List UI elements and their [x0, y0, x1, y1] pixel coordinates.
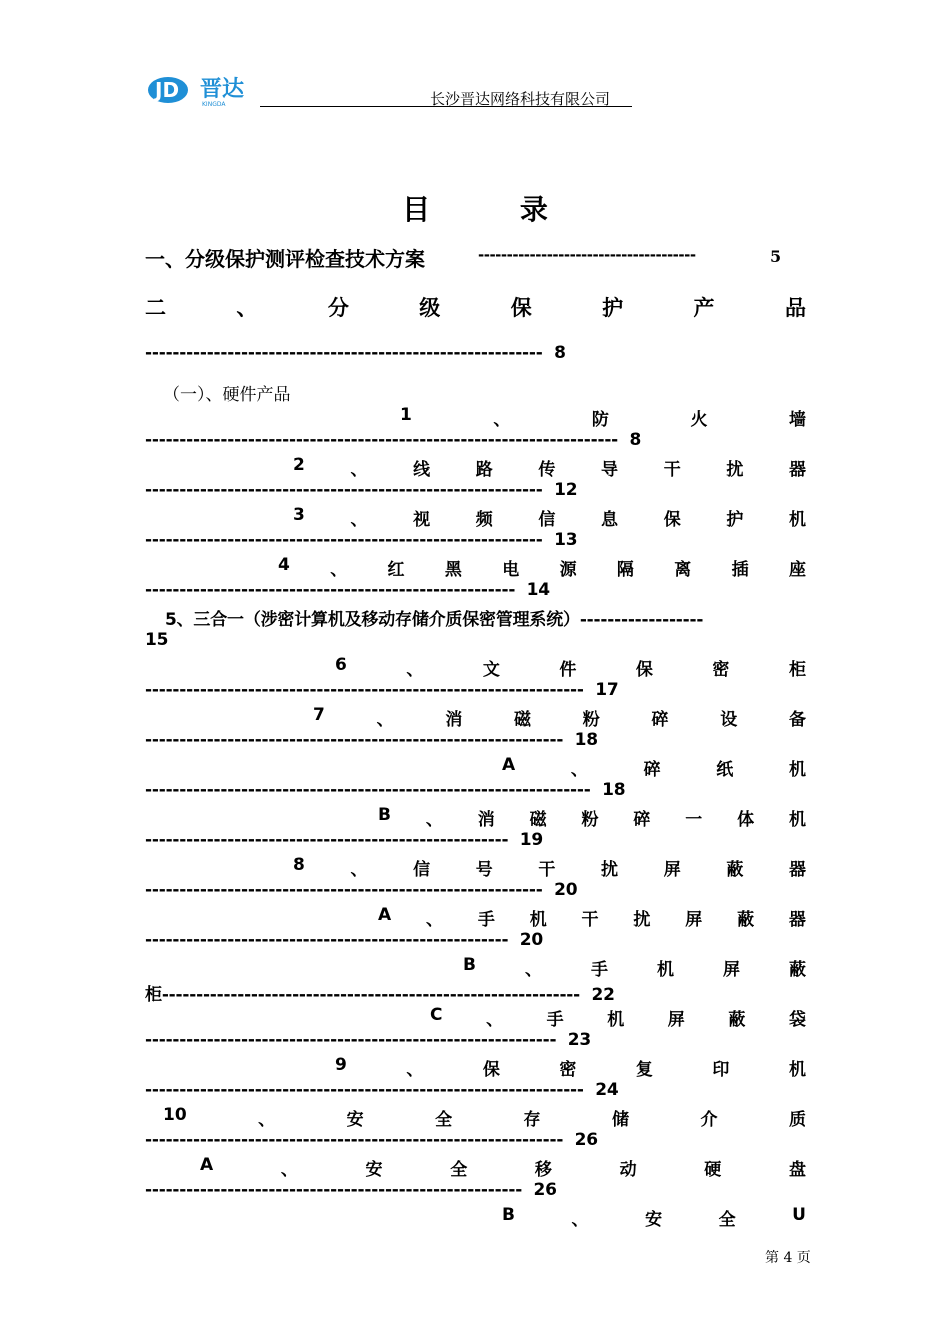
- toc-section-1-leader: --------------------------------------: [478, 246, 696, 264]
- toc-section-2-leader: ---------------------------------------------------------- 8: [145, 343, 566, 363]
- toc-char: 蔽: [788, 960, 806, 980]
- toc-item-5-page: 15: [145, 630, 169, 650]
- toc-char: 安: [346, 1110, 364, 1130]
- toc-char: 消: [477, 810, 495, 830]
- toc-char: 蔽: [726, 860, 744, 880]
- toc-char: 、: [236, 295, 258, 320]
- toc-char: 源: [559, 560, 577, 580]
- toc-char: 级: [419, 295, 441, 320]
- toc-char: 复: [635, 1060, 653, 1080]
- header-rule: [260, 106, 632, 107]
- toc-char: 频: [475, 510, 493, 530]
- toc-item-7[interactable]: [313, 705, 806, 730]
- toc-char: 器: [788, 860, 806, 880]
- toc-char: 4: [278, 555, 290, 575]
- toc-char: C: [430, 1005, 443, 1025]
- toc-char: 、: [425, 810, 443, 830]
- toc-char: B: [378, 805, 391, 825]
- toc-char: 路: [475, 460, 493, 480]
- toc-char: 粉: [582, 710, 600, 730]
- toc-char: 消: [445, 710, 463, 730]
- toc-char: 黑: [444, 560, 462, 580]
- toc-char: 、: [406, 1060, 424, 1080]
- toc-char: 、: [486, 1010, 504, 1030]
- toc-char: 手: [477, 910, 495, 930]
- toc-char: 8: [293, 855, 305, 875]
- toc-char: 保: [482, 1060, 500, 1080]
- toc-char: 插: [731, 560, 749, 580]
- toc-char: 、: [350, 510, 368, 530]
- toc-char: 、: [280, 1160, 298, 1180]
- toc-item-8-leader: ---------------------------------------------------------- 20: [145, 880, 578, 900]
- toc-char: 全: [435, 1110, 453, 1130]
- toc-char: 蔽: [728, 1010, 746, 1030]
- toc-char: 碎: [651, 710, 669, 730]
- toc-item-7b-leader: ----------------------------------------------------- 19: [145, 830, 544, 850]
- toc-item-8a[interactable]: [378, 905, 806, 930]
- toc-item-6-leader: ---------------------------------------------------------------- 17: [145, 680, 619, 700]
- toc-char: 火: [690, 410, 708, 430]
- toc-section-2-page: 8: [554, 343, 566, 363]
- toc-char: 号: [475, 860, 493, 880]
- toc-char: 密: [559, 1060, 577, 1080]
- toc-char: 器: [788, 460, 806, 480]
- toc-char: 器: [788, 910, 806, 930]
- toc-char: 扰: [726, 460, 744, 480]
- toc-char: 产: [693, 295, 715, 320]
- page-title: 目 录: [402, 193, 588, 226]
- toc-char: 、: [406, 660, 424, 680]
- toc-char: 护: [602, 295, 624, 320]
- toc-char: 座: [788, 560, 806, 580]
- toc-char: 、: [330, 560, 348, 580]
- toc-char: 袋: [788, 1010, 806, 1030]
- toc-char: 手: [590, 960, 608, 980]
- toc-char: U: [792, 1205, 806, 1225]
- toc-section-1-page: 5: [770, 247, 782, 266]
- toc-char: 介: [700, 1110, 718, 1130]
- toc-char: 、: [350, 460, 368, 480]
- toc-item-7b[interactable]: [378, 805, 806, 830]
- toc-char: 机: [788, 1060, 806, 1080]
- toc-section-2-label[interactable]: [145, 292, 806, 322]
- toc-item-9[interactable]: [335, 1055, 806, 1080]
- toc-char: 机: [788, 810, 806, 830]
- toc-item-6[interactable]: [335, 655, 806, 680]
- toc-char: 息: [601, 510, 619, 530]
- toc-char: 1: [400, 405, 412, 425]
- toc-char: A: [378, 905, 392, 925]
- toc-char: 7: [313, 705, 325, 725]
- toc-item-1[interactable]: [400, 405, 806, 430]
- toc-char: 分: [327, 295, 349, 320]
- toc-char: 粉: [581, 810, 599, 830]
- header-company-name: 长沙晋达网络科技有限公司: [430, 90, 611, 108]
- toc-char: 扰: [601, 860, 619, 880]
- toc-char: 移: [534, 1160, 552, 1180]
- toc-item-10a-leader: ------------------------------------------------------- 26: [145, 1180, 557, 1200]
- toc-char: 质: [788, 1110, 806, 1130]
- toc-section-1-label[interactable]: 一、分级保护测评检查技术方案: [145, 247, 425, 271]
- toc-char: 干: [663, 460, 681, 480]
- toc-char: 导: [601, 460, 619, 480]
- toc-char: 柜: [788, 660, 806, 680]
- toc-char: 盘: [788, 1160, 806, 1180]
- toc-char: 扰: [633, 910, 651, 930]
- toc-char: 干: [581, 910, 599, 930]
- toc-char: 手: [546, 1010, 564, 1030]
- toc-item-4-leader: ------------------------------------------------------ 14: [145, 580, 550, 600]
- toc-char: 纸: [716, 760, 734, 780]
- logo-subtext: KINGDA: [202, 101, 226, 108]
- toc-item-9-leader: ---------------------------------------------------------------- 24: [145, 1080, 619, 1100]
- toc-item-8c[interactable]: [430, 1005, 806, 1030]
- toc-char: 存: [523, 1110, 541, 1130]
- toc-char: 护: [726, 510, 744, 530]
- toc-char: 品: [784, 295, 806, 320]
- toc-char: 全: [718, 1210, 736, 1230]
- toc-item-1-leader: --------------------------------------------------------------------- 8: [145, 430, 642, 450]
- toc-char: A: [200, 1155, 214, 1175]
- toc-char: 碎: [643, 760, 661, 780]
- toc-char: 安: [645, 1210, 663, 1230]
- toc-char: 密: [712, 660, 730, 680]
- toc-char: 碎: [633, 810, 651, 830]
- toc-char: 全: [450, 1160, 468, 1180]
- toc-char: 安: [365, 1160, 383, 1180]
- toc-char: 电: [502, 560, 520, 580]
- toc-char: 信: [413, 860, 431, 880]
- toc-char: 屏: [722, 960, 740, 980]
- toc-char: 、: [570, 760, 588, 780]
- toc-char: 磁: [529, 810, 547, 830]
- toc-char: 蔽: [737, 910, 755, 930]
- toc-item-7a[interactable]: [502, 755, 806, 780]
- toc-char: 离: [674, 560, 692, 580]
- toc-item-5[interactable]: 5、三合一（涉密计算机及移动存储介质保密管理系统）------------------: [165, 610, 704, 630]
- toc-char: B: [502, 1205, 515, 1225]
- toc-char: 机: [529, 910, 547, 930]
- toc-char: 、: [571, 1210, 589, 1230]
- page-number: 第 4 页: [765, 1250, 811, 1266]
- toc-char: 保: [635, 660, 653, 680]
- toc-char: 储: [612, 1110, 630, 1130]
- toc-char: 、: [426, 910, 444, 930]
- toc-char: 隔: [616, 560, 634, 580]
- toc-char: 红: [387, 560, 405, 580]
- toc-item-3-leader: ---------------------------------------------------------- 13: [145, 530, 578, 550]
- toc-char: 保: [510, 295, 532, 320]
- toc-item-3[interactable]: [293, 505, 806, 530]
- toc-char: 视: [413, 510, 431, 530]
- toc-char: 机: [788, 510, 806, 530]
- toc-char: 二: [145, 295, 166, 320]
- toc-char: 、: [376, 710, 394, 730]
- toc-char: 线: [413, 460, 431, 480]
- toc-char: 备: [788, 710, 806, 730]
- toc-item-2[interactable]: [293, 455, 806, 480]
- toc-item-7-leader: ------------------------------------------------------------- 18: [145, 730, 598, 750]
- toc-subheading-hardware[interactable]: （一）、硬件产品: [163, 385, 291, 405]
- toc-char: 一: [685, 810, 703, 830]
- toc-char: 硬: [704, 1160, 722, 1180]
- toc-char: 、: [493, 410, 511, 430]
- toc-char: 3: [293, 505, 305, 525]
- toc-char: A: [502, 755, 516, 775]
- toc-item-10b[interactable]: [502, 1205, 806, 1230]
- toc-char: 机: [607, 1010, 625, 1030]
- toc-char: 传: [538, 460, 556, 480]
- toc-char: 屏: [667, 1010, 685, 1030]
- logo-text: 晋达: [200, 77, 245, 102]
- toc-item-10-leader: ------------------------------------------------------------- 26: [145, 1130, 598, 1150]
- toc-item-8c-leader: ------------------------------------------------------------ 23: [145, 1030, 592, 1050]
- toc-char: 动: [619, 1160, 637, 1180]
- svg-text:JD: JD: [155, 78, 180, 102]
- toc-char: 干: [538, 860, 556, 880]
- toc-item-4[interactable]: [278, 555, 806, 580]
- toc-item-8[interactable]: [293, 855, 806, 880]
- toc-char: 、: [350, 860, 368, 880]
- toc-char: 、: [524, 960, 542, 980]
- toc-item-8a-leader: ----------------------------------------------------- 20: [145, 930, 544, 950]
- company-logo: [146, 70, 258, 110]
- toc-item-2-leader: ---------------------------------------------------------- 12: [145, 480, 578, 500]
- toc-item-10[interactable]: [163, 1105, 806, 1130]
- toc-item-8b[interactable]: [463, 955, 806, 980]
- toc-char: 10: [163, 1105, 187, 1125]
- toc-char: 6: [335, 655, 347, 675]
- toc-char: 信: [538, 510, 556, 530]
- toc-char: 体: [737, 810, 755, 830]
- toc-char: 印: [712, 1060, 730, 1080]
- toc-char: 机: [656, 960, 674, 980]
- toc-char: 屏: [685, 910, 703, 930]
- toc-item-7a-leader: ----------------------------------------------------------------- 18: [145, 780, 626, 800]
- toc-char: 磁: [514, 710, 532, 730]
- toc-char: 机: [788, 760, 806, 780]
- toc-char: 2: [293, 455, 305, 475]
- toc-char: 屏: [663, 860, 681, 880]
- toc-item-8b-leader: 柜------------------------------------------------------------- 22: [145, 985, 615, 1005]
- toc-char: 墙: [788, 410, 806, 430]
- toc-char: 件: [559, 660, 577, 680]
- toc-char: 文: [482, 660, 500, 680]
- toc-char: 防: [591, 410, 609, 430]
- toc-char: B: [463, 955, 476, 975]
- toc-char: 、: [258, 1110, 276, 1130]
- toc-char: 9: [335, 1055, 347, 1075]
- toc-item-10a[interactable]: [200, 1155, 806, 1180]
- toc-char: 保: [663, 510, 681, 530]
- toc-char: 设: [720, 710, 738, 730]
